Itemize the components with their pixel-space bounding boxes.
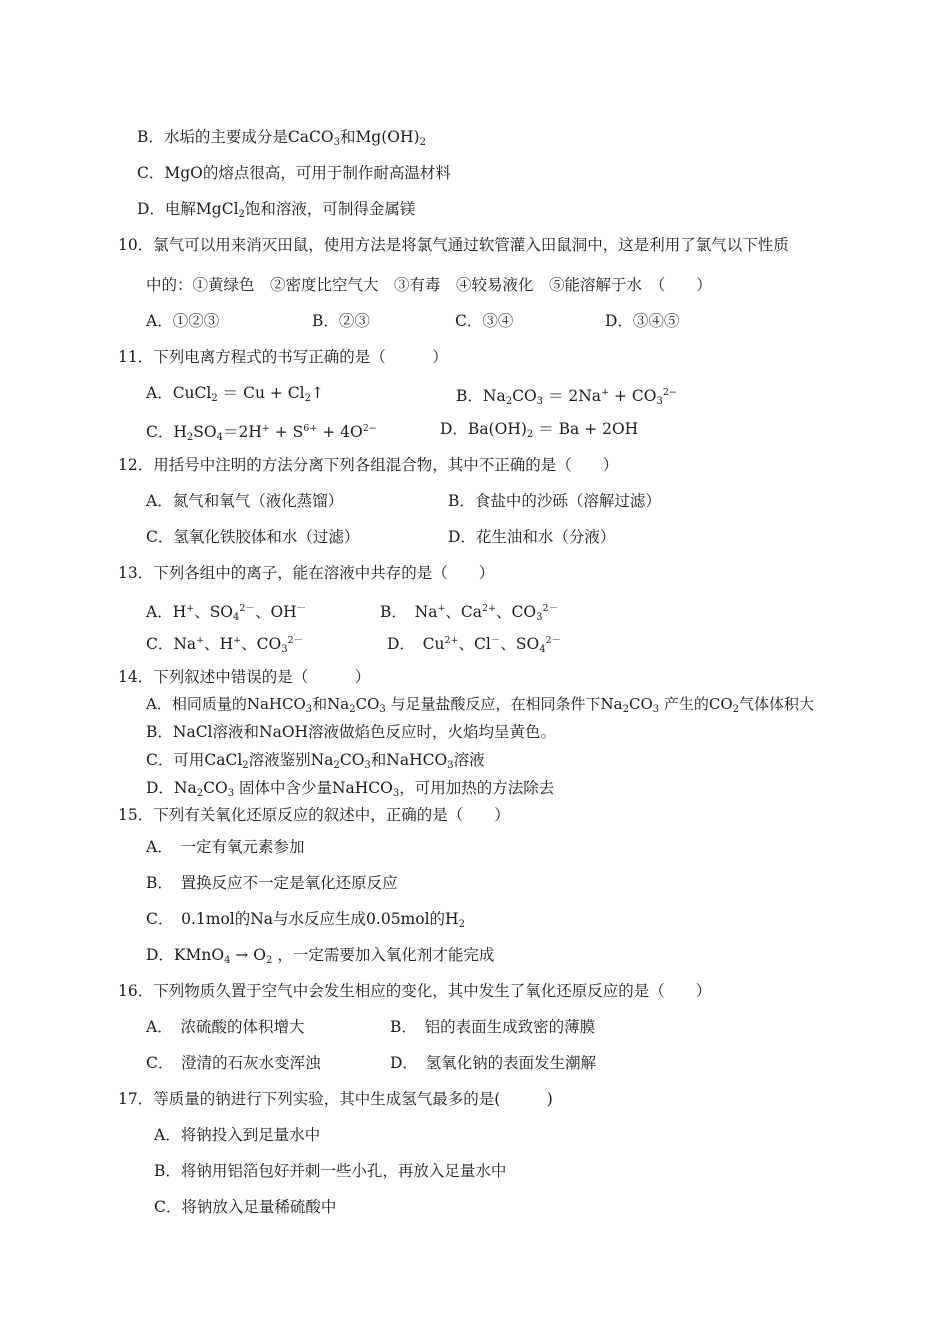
q11-option-c: C．$H_2SO_4=2H^+ + S^{6+} + 4O^{2-}$ xyxy=(146,423,377,443)
q10-stem: 10．氯气可以用来消灭田鼠，使用方法是将氯气通过软管灌入田鼠洞中，这是利用了氯气以下性质 xyxy=(118,236,789,254)
q10-option-c: C．③④ xyxy=(455,312,514,330)
q16-option-c: C． 澄清的石灰水变浑浊 xyxy=(146,1054,321,1072)
q10-option-b: B．②③ xyxy=(312,312,370,330)
q11-option-d: D．$Ba(OH)_2 = Ba + 2OH$ xyxy=(440,420,639,440)
q15-option-c: C． 0.1mol的Na与水反应生成0.05mol的$H_2$ xyxy=(146,910,465,930)
q13-option-b: B． Na+、$Ca^{2+}$、$CO_3^{2-}$ xyxy=(380,603,559,623)
q15-stem: 15．下列有关氧化还原反应的叙述中，正确的是（ ） xyxy=(118,806,510,824)
q17-option-b: B．将钠用铝箔包好并刺一些小孔，再放入足量水中 xyxy=(154,1162,507,1180)
q17-stem: 17．等质量的钠进行下列实验，其中生成氢气最多的是( ) xyxy=(118,1090,553,1108)
q12-stem: 12．用括号中注明的方法分离下列各组混合物，其中不正确的是（ ） xyxy=(118,456,619,474)
q16-option-d: D． 氢氧化钠的表面发生潮解 xyxy=(390,1054,597,1072)
q14-option-c: C．可用CaCl$_2$溶液鉴别$Na_2CO_3$和NaHCO$_3$溶液 xyxy=(146,751,485,771)
q11-option-a: A．CuCl$_2$ ＝ $Cu + Cl_2↑$ xyxy=(146,384,324,404)
q10-option-a: A．①②③ xyxy=(146,312,220,330)
q17-option-a: A．将钠投入到足量水中 xyxy=(154,1126,321,1144)
q14-option-b: B．NaCl溶液和NaOH溶液做焰色反应时，火焰均呈黄色。 xyxy=(146,723,557,741)
q9-option-d: D．电解MgCl$_2$饱和溶液，可制得金属镁 xyxy=(137,200,416,220)
q13-option-c: C．Na+、H+、$CO_3^{2-}$ xyxy=(146,635,304,655)
q10-option-d: D．③④⑤ xyxy=(605,312,680,330)
q9-option-b: B．水垢的主要成分是CaCO$_3$和$Mg(OH)_2$ xyxy=(137,128,426,148)
q9-option-c: C．MgO的熔点很高，可用于制作耐高温材料 xyxy=(137,164,451,182)
q12-option-d: D．花生油和水（分液） xyxy=(448,528,616,546)
q11-stem: 11．下列电离方程式的书写正确的是（ ） xyxy=(118,348,448,366)
q14-option-a: A．相同质量的NaHCO$_3$和$Na_2CO_3$ 与足量盐酸反应，在相同条件下$Na_2CO_3$ 产生的$CO_2$气体体积大 xyxy=(146,695,815,715)
q16-option-b: B． 铝的表面生成致密的薄膜 xyxy=(390,1018,596,1036)
q13-option-a: A．H+、$SO_4^{2-}$、OH－ xyxy=(146,603,307,623)
q16-option-a: A． 浓硫酸的体积增大 xyxy=(146,1018,305,1036)
q11-option-b: B．$Na_2CO_3 = 2Na^+ + CO_3^{2-}$ xyxy=(456,387,677,407)
q12-option-a: A．氮气和氧气（液化蒸馏） xyxy=(146,492,344,510)
q15-option-a: A． 一定有氧元素参加 xyxy=(146,838,305,856)
q10-stem-continued: 中的：①黄绿色 ②密度比空气大 ③有毒 ④较易液化 ⑤能溶解于水 （ ） xyxy=(146,276,712,294)
q15-option-d: D．KMnO$_4$ → $O_2$ ，一定需要加入氧化剂才能完成 xyxy=(146,946,495,966)
q15-option-b: B． 置换反应不一定是氧化还原反应 xyxy=(146,874,398,892)
q12-option-c: C．氢氧化铁胶体和水（过滤） xyxy=(146,528,360,546)
q12-option-b: B．食盐中的沙砾（溶解过滤） xyxy=(448,492,661,510)
q14-stem: 14．下列叙述中错误的是（ ） xyxy=(118,668,371,686)
q13-stem: 13．下列各组中的离子，能在溶液中共存的是（ ） xyxy=(118,564,495,582)
q13-option-d: D． $Cu^{2+}$、Cl－、$SO_4^{2-}$ xyxy=(387,635,562,655)
q16-stem: 16．下列物质久置于空气中会发生相应的变化，其中发生了氧化还原反应的是（ ） xyxy=(118,982,712,1000)
q14-option-d: D．$Na_2CO_3$ 固体中含少量NaHCO$_3$，可用加热的方法除去 xyxy=(146,779,555,799)
q17-option-c: C．将钠放入足量稀硫酸中 xyxy=(154,1198,337,1216)
